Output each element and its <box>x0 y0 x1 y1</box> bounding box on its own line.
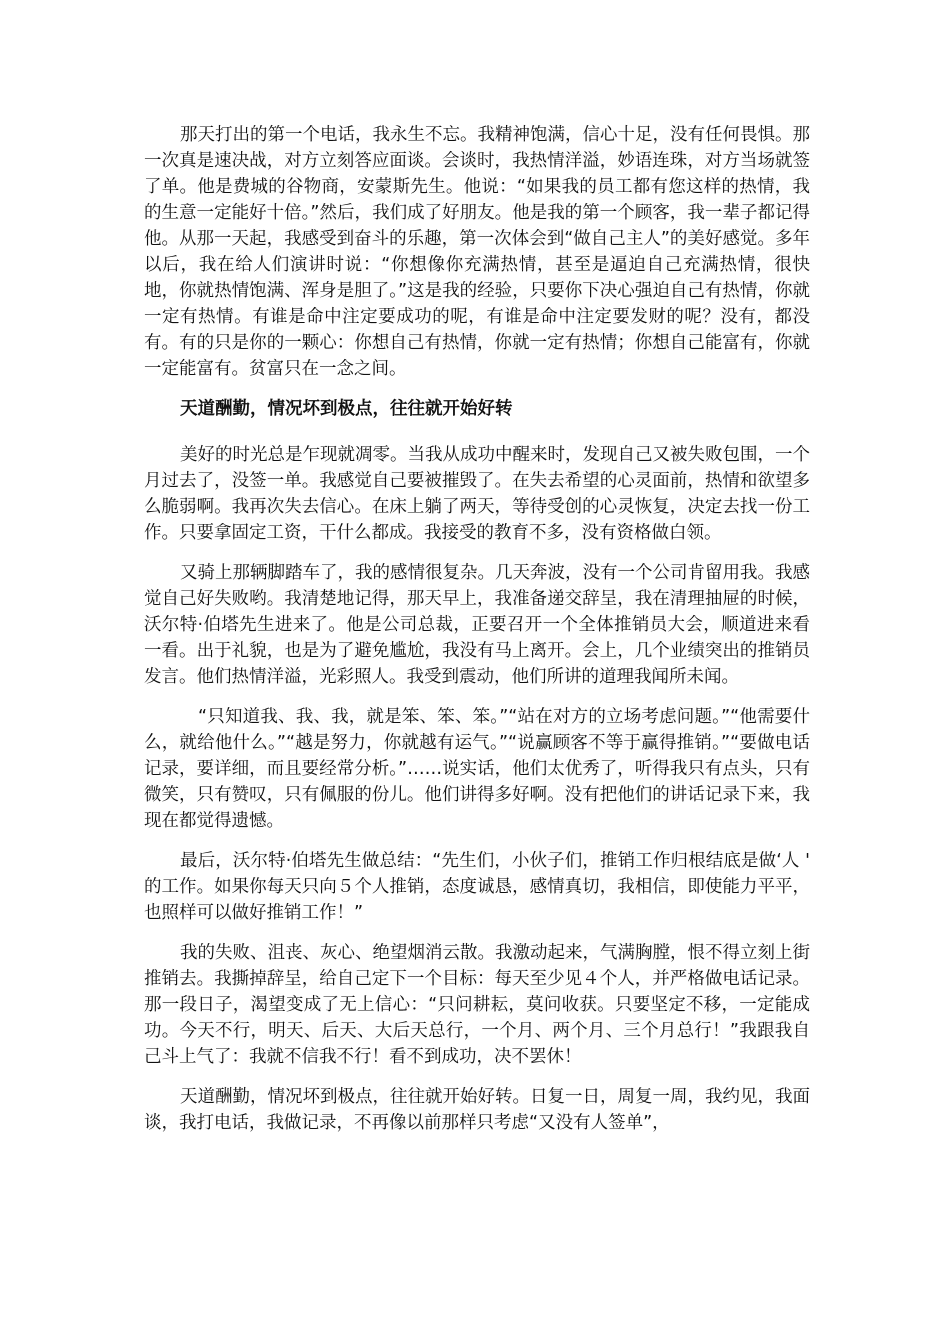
paragraph-first-call: 那天打出的第一个电话，我永生不忘。我精神饱满，信心十足，没有任何畏惧。那一次真是速决战，对方立刻答应面谈。会谈时，我热情洋溢，妙语连珠，对方当场就签了单。他是费城的谷物商，安蒙斯先生。他说：“如果我的员工都有您这样的热情，我的生意一定能好十倍。”然后，我们成了好朋友。他是我的第一个顾客，我一辈子都记得他。从那一天起，我感受到奋斗的乐趣，第一次体会到“做自己主人”的美好感觉。多年以后，我在给人们演讲时说：“你想像你充满热情，甚至是逼迫自己充满热情，很快地，你就热情饱满、浑身是胆了。”这是我的经验，只要你下决心强迫自己有热情，你就一定有热情。有谁是命中注定要成功的呢，有谁是命中注定要发财的呢？没有，都没有。有的只是你的一颗心：你想自己有热情，你就一定有热情；你想自己能富有，你就一定能富有。贫富只在一念之间。 <box>144 125 810 379</box>
paragraph-summary: 最后，沃尔特·伯塔先生做总结：“先生们，小伙子们，推销工作归根结底是做‘人 ' 的工作。如果你每天只向５个人推销，态度诚恳，感情真切，我相信，即使能力平平，也照样可以做好推销工作！” <box>144 851 810 923</box>
paragraph-bicycle: 又骑上那辆脚踏车了，我的感情很复杂。几天奔波，没有一个公司肯留用我。我感觉自己好失败哟。我清楚地记得，那天早上，我准备递交辞呈，我在清理抽屉的时候，沃尔特·伯塔先生进来了。他是公司总裁，正要召开一个全体推销员大会，顺道进来看一看。出于礼貌，也是为了避免尴尬，我没有马上离开。会上，几个业绩突出的推销员发言。他们热情洋溢，光彩照人。我受到震动，他们所讲的道理我闻所未闻。 <box>144 563 810 687</box>
paragraph-hard-work: 天道酬勤，情况坏到极点，往往就开始好转。日复一日，周复一周，我约见，我面谈，我打电话，我做记录，不再像以前那样只考虑“又没有人签单”， <box>144 1087 810 1133</box>
paragraph-failure-again: 美好的时光总是乍现就凋零。当我从成功中醒来时，发现自己又被失败包围，一个月过去了，没签一单。我感觉自己要被摧毁了。在失去希望的心灵面前，热情和欲望多么脆弱啊。我再次失去信心。在床上躺了两天，等待受创的心灵恢复，决定去找一份工作。只要拿固定工资，干什么都成。我接受的教育不多，没有资格做白领。 <box>144 445 810 543</box>
paragraph-new-goal: 我的失败、沮丧、灰心、绝望烟消云散。我激动起来，气满胸膛，恨不得立刻上街推销去。我撕掉辞呈，给自己定下一个目标：每天至少见４个人，并严格做电话记录。那一段日子，渴望变成了无上信心：“只问耕耘，莫问收获。只要坚定不移，一定能成功。今天不行，明天、后天、大后天总行，一个月、两个月、三个月总行！”我跟我自己斗上气了：我就不信我不行！看不到成功，决不罢休！ <box>144 943 810 1067</box>
paragraph-quotes: “只知道我、我、我，就是笨、笨、笨。”“站在对方的立场考虑问题。”“他需要什么，就给他什么。”“越是努力，你就越有运气。”“说赢顾客不等于赢得推销。”“要做电话记录，要详细，而且要经常分析。”……说实话，他们太优秀了，听得我只有点头，只有微笑，只有赞叹，只有佩服的份儿。他们讲得多好啊。没有把他们的讲话记录下来，我现在都觉得遗憾。 <box>144 707 810 831</box>
document-page <box>144 122 810 1150</box>
section-heading: 天道酬勤，情况坏到极点，往往就开始好转 <box>180 399 513 419</box>
